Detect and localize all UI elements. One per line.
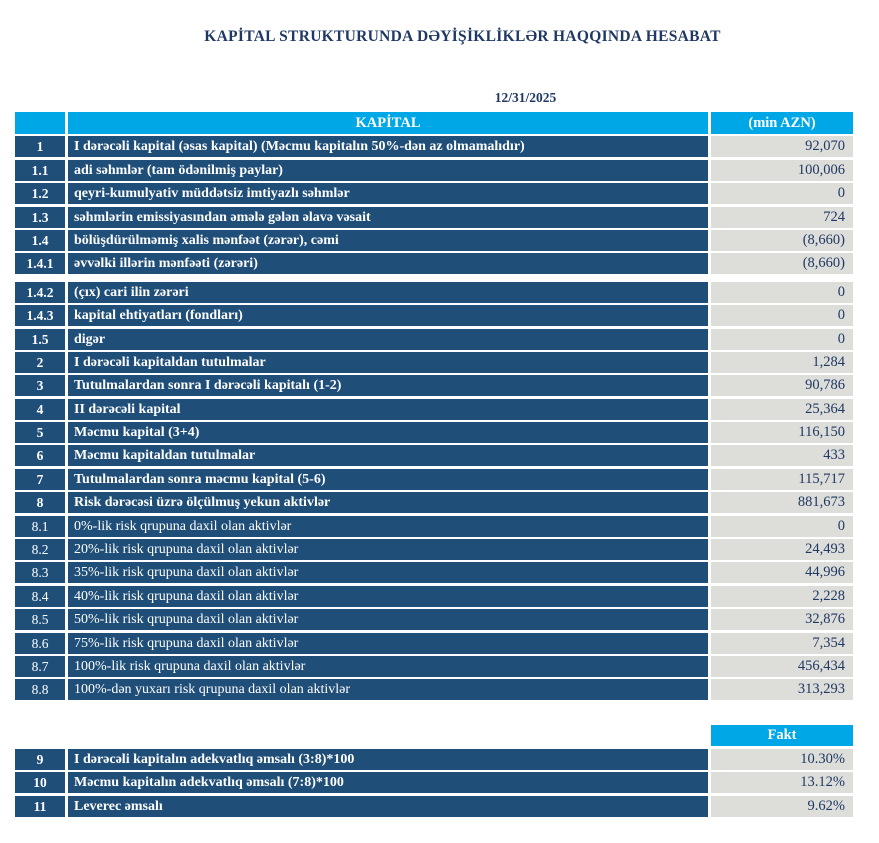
- fakt-header-row: [15, 725, 853, 746]
- table-row: [15, 253, 853, 274]
- table-row: [15, 656, 853, 677]
- table-row: [15, 469, 853, 490]
- row-number-cell: 9: [15, 749, 65, 770]
- row-value-cell: 9.62%: [711, 796, 853, 817]
- row-number-cell: 7: [15, 469, 65, 490]
- row-value-cell: (8,660): [711, 253, 853, 274]
- row-label-cell: II dərəcəli kapital: [68, 399, 708, 420]
- table-row: [15, 282, 853, 303]
- table-header-row: [15, 112, 853, 134]
- row-label-cell: (çıx) cari ilin zərəri: [68, 282, 708, 303]
- row-label-cell: səhmlərin emissiyasından əmələ gələn əlavə vəsait: [68, 207, 708, 228]
- fakt-spacer: [15, 725, 65, 746]
- table-row: [15, 772, 853, 793]
- row-number-cell: 1.5: [15, 329, 65, 350]
- row-number-cell: 10: [15, 772, 65, 793]
- row-number-cell: 3: [15, 375, 65, 396]
- row-number-cell: 8.7: [15, 656, 65, 677]
- row-label-cell: Məcmu kapitalın adekvatlıq əmsalı (7:8)*100: [68, 772, 708, 793]
- row-number-cell: 8.5: [15, 609, 65, 630]
- row-value-cell: 25,364: [711, 399, 853, 420]
- row-number-cell: 8.8: [15, 679, 65, 700]
- row-label-cell: adi səhmlər (tam ödənilmiş paylar): [68, 160, 708, 181]
- table-row: [15, 539, 853, 560]
- row-value-cell: 2,228: [711, 586, 853, 607]
- row-number-cell: 8.1: [15, 516, 65, 537]
- row-value-cell: 0: [711, 305, 853, 326]
- row-number-cell: 1.2: [15, 183, 65, 204]
- row-label-cell: Məcmu kapitaldan tutulmalar: [68, 445, 708, 466]
- row-value-cell: 115,717: [711, 469, 853, 490]
- row-value-cell: 1,284: [711, 352, 853, 373]
- row-number-cell: 8.3: [15, 562, 65, 583]
- table-row: [15, 329, 853, 350]
- row-label-cell: 100%-lik risk qrupuna daxil olan aktivlər: [68, 656, 708, 677]
- row-label-cell: kapital ehtiyatları (fondları): [68, 305, 708, 326]
- table-row: [15, 375, 853, 396]
- row-number-cell: 1.4.3: [15, 305, 65, 326]
- row-number-cell: 11: [15, 796, 65, 817]
- row-label-cell: Tutulmalardan sonra I dərəcəli kapitalı (1-2): [68, 375, 708, 396]
- row-label-cell: Leverec əmsalı: [68, 796, 708, 817]
- table-row: [15, 796, 853, 817]
- row-value-cell: 100,006: [711, 160, 853, 181]
- row-label-cell: digər: [68, 329, 708, 350]
- page-title: KAPİTAL STRUKTURUNDA DƏYİŞİKLİKLƏR HAQQINDA HESABAT: [204, 28, 721, 45]
- row-value-cell: 0: [711, 329, 853, 350]
- row-label-cell: I dərəcəli kapitaldan tutulmalar: [68, 352, 708, 373]
- capital-table-body: [15, 136, 853, 700]
- row-number-cell: 1: [15, 136, 65, 157]
- row-value-cell: 7,354: [711, 633, 853, 654]
- row-label-cell: 0%-lik risk qrupuna daxil olan aktivlər: [68, 516, 708, 537]
- table-row: [15, 305, 853, 326]
- row-value-cell: 90,786: [711, 375, 853, 396]
- row-number-cell: 6: [15, 445, 65, 466]
- row-number-cell: 1.3: [15, 207, 65, 228]
- row-value-cell: 0: [711, 282, 853, 303]
- kapital-header-cell: KAPİTAL: [68, 112, 708, 134]
- report-date: 12/31/2025: [494, 90, 557, 105]
- row-number-cell: 4: [15, 399, 65, 420]
- row-value-cell: 13.12%: [711, 772, 853, 793]
- table-row: [15, 633, 853, 654]
- row-label-cell: qeyri-kumulyativ müddətsiz imtiyazlı səhmlər: [68, 183, 708, 204]
- row-label-cell: 40%-lik risk qrupuna daxil olan aktivlər: [68, 586, 708, 607]
- row-label-cell: Tutulmalardan sonra məcmu kapital (5-6): [68, 469, 708, 490]
- table-row: [15, 136, 853, 157]
- row-label-cell: I dərəcəli kapital (əsas kapital) (Məcmu kapitalın 50%-dən az olmamalıdır): [68, 136, 708, 157]
- row-value-cell: 10.30%: [711, 749, 853, 770]
- row-value-cell: 92,070: [711, 136, 853, 157]
- row-number-cell: 1.4.2: [15, 282, 65, 303]
- row-value-cell: 44,996: [711, 562, 853, 583]
- table-row: [15, 679, 853, 700]
- table-row: [15, 516, 853, 537]
- row-label-cell: əvvəlki illərin mənfəəti (zərəri): [68, 253, 708, 274]
- row-value-cell: 0: [711, 516, 853, 537]
- row-number-cell: 8.2: [15, 539, 65, 560]
- row-value-cell: 24,493: [711, 539, 853, 560]
- row-value-cell: 456,434: [711, 656, 853, 677]
- row-number-cell: 1.4.1: [15, 253, 65, 274]
- row-label-cell: 35%-lik risk qrupuna daxil olan aktivlər: [68, 562, 708, 583]
- table-row: [15, 230, 853, 251]
- table-row: [15, 445, 853, 466]
- row-label-cell: 75%-lik risk qrupuna daxil olan aktivlər: [68, 633, 708, 654]
- ratios-table: [15, 725, 853, 816]
- table-row: [15, 586, 853, 607]
- unit-header-cell: (min AZN): [711, 112, 853, 134]
- table-row: [15, 609, 853, 630]
- row-label-cell: Məcmu kapital (3+4): [68, 422, 708, 443]
- row-number-cell: 5: [15, 422, 65, 443]
- row-value-cell: 881,673: [711, 492, 853, 513]
- row-value-cell: 0: [711, 183, 853, 204]
- table-row: [15, 422, 853, 443]
- row-label-cell: I dərəcəli kapitalın adekvatlıq əmsalı (3:8)*100: [68, 749, 708, 770]
- fakt-header-cell: Fakt: [711, 725, 853, 746]
- row-number-cell: 8.4: [15, 586, 65, 607]
- row-value-cell: 116,150: [711, 422, 853, 443]
- row-label-cell: Risk dərəcəsi üzrə ölçülmuş yekun aktivlər: [68, 492, 708, 513]
- row-value-cell: (8,660): [711, 230, 853, 251]
- row-number-cell: 8: [15, 492, 65, 513]
- row-number-cell: 1.1: [15, 160, 65, 181]
- row-number-cell: 8.6: [15, 633, 65, 654]
- table-row: [15, 399, 853, 420]
- table-row: [15, 749, 853, 770]
- row-label-cell: bölüşdürülməmiş xalis mənfəət (zərər), cəmi: [68, 230, 708, 251]
- fakt-spacer-label: [68, 725, 708, 746]
- header-number-cell: [15, 112, 65, 134]
- row-number-cell: 2: [15, 352, 65, 373]
- row-label-cell: 100%-dən yuxarı risk qrupuna daxil olan aktivlər: [68, 679, 708, 700]
- row-value-cell: 313,293: [711, 679, 853, 700]
- table-row: [15, 183, 853, 204]
- capital-table: [15, 112, 853, 700]
- table-row: [15, 207, 853, 228]
- row-value-cell: 32,876: [711, 609, 853, 630]
- table-row: [15, 160, 853, 181]
- row-value-cell: 433: [711, 445, 853, 466]
- row-number-cell: 1.4: [15, 230, 65, 251]
- row-label-cell: 20%-lik risk qrupuna daxil olan aktivlər: [68, 539, 708, 560]
- table-row: [15, 492, 853, 513]
- ratios-table-body: [15, 749, 853, 817]
- row-value-cell: 724: [711, 207, 853, 228]
- table-row: [15, 352, 853, 373]
- table-row: [15, 562, 853, 583]
- row-label-cell: 50%-lik risk qrupuna daxil olan aktivlər: [68, 609, 708, 630]
